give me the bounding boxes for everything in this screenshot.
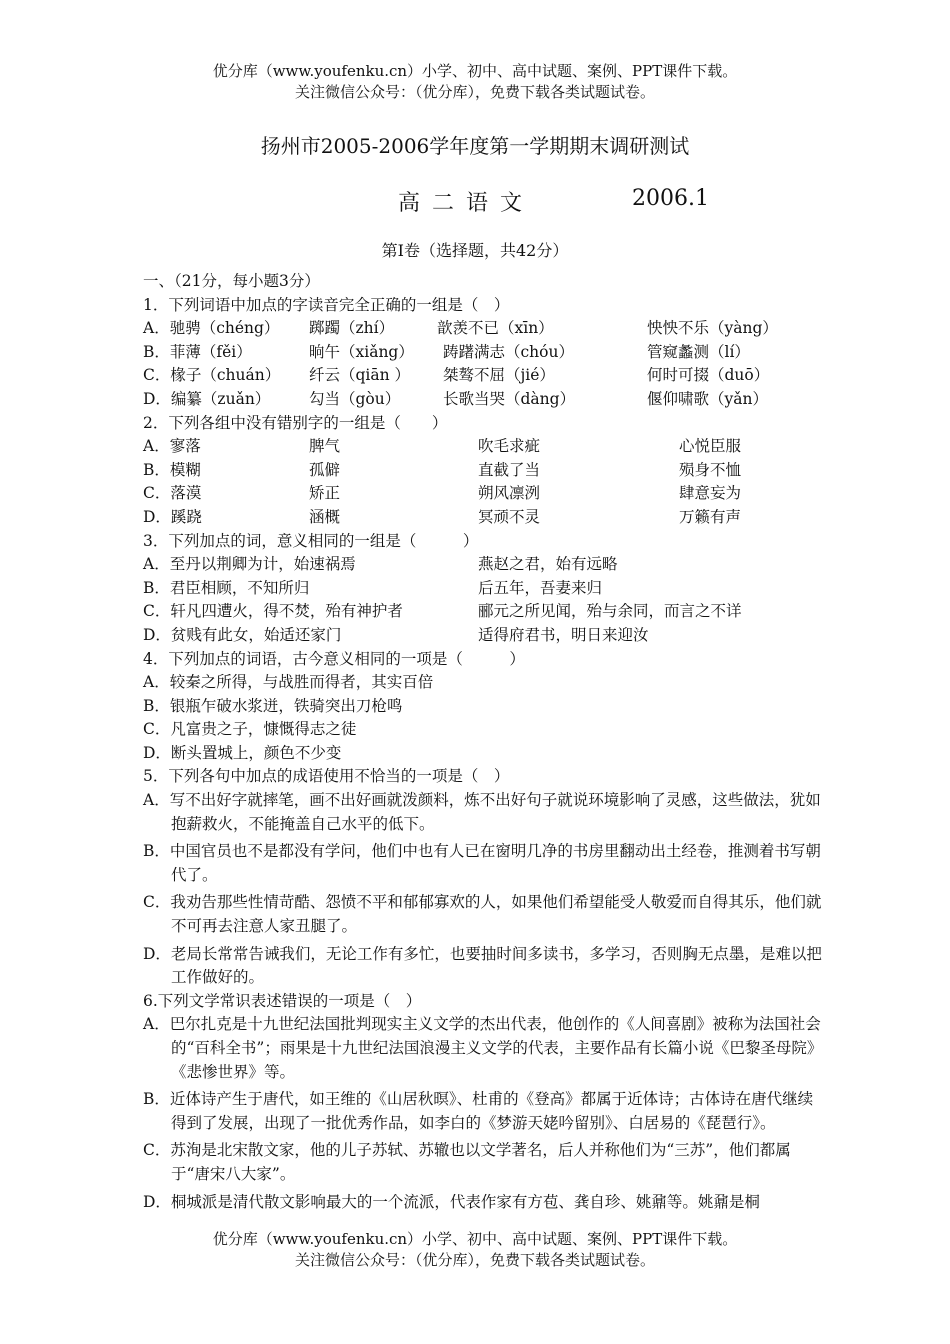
question-2-stem: 2．下列各组中没有错别字的一组是（ ） [143, 413, 448, 432]
question-2-row [143, 459, 823, 483]
question-3-row [143, 553, 823, 577]
question-2-row [143, 506, 823, 530]
question-3-stem: 3．下列加点的词，意义相同的一组是（ ） [143, 531, 479, 550]
section-heading: 一、（21分，每小题3分） [143, 272, 320, 290]
option-cell: B．君臣相顾，不知所归 [143, 578, 310, 597]
option-cell: 涵概 [309, 507, 341, 526]
option-cell: 歆羡不已（xīn） [437, 319, 554, 338]
option-cell: 朔风凛洌 [478, 484, 541, 503]
option-cell: 踯躅（zhí） [309, 319, 395, 338]
header-line-1: 优分库（www.youfenku.cn）小学、初中、高中试题、案例、PPT课件下载。 [212, 62, 738, 80]
option-cell: 纤云（qiān ） [309, 366, 411, 385]
option-cell: 管窥蠡测（lí） [647, 342, 750, 361]
question-3-row [143, 624, 823, 648]
question-1-row [143, 364, 823, 388]
exam-date: 2006.1 [632, 186, 709, 211]
option-cell: 肆意妄为 [679, 484, 742, 503]
question-6-option: C．苏洵是北宋散文家，他的儿子苏轼、苏辙也以文学著名，后人并称他们为“三苏”，他们都属于“唐宋八大家”。 [143, 1141, 791, 1183]
option-cell: 殒身不恤 [679, 460, 742, 479]
question-6-option: A．巴尔扎克是十九世纪法国批判现实主义文学的杰出代表，他创作的《人间喜剧》被称为法国社会的“百科全书”；雨果是十九世纪法国浪漫主义文学的代表，主要作品有长篇小说《巴黎圣母院》《悲惨世界》等。 [143, 1015, 823, 1081]
question-4-option: B．银瓶乍破水浆迸，铁骑突出刀枪鸣 [143, 696, 403, 715]
option-cell: B．菲薄（fěi） [143, 342, 252, 361]
option-cell: 矫正 [309, 484, 341, 503]
footer-line-1: 优分库（www.youfenku.cn）小学、初中、高中试题、案例、PPT课件下载。 [212, 1230, 738, 1248]
option-cell: 何时可掇（duō） [647, 366, 770, 385]
option-cell: 桀骜不屈（jié） [443, 366, 555, 385]
question-6-stem: 6.下列文学常识表述错误的一项是（ ） [143, 991, 422, 1010]
option-cell: A．寥落 [143, 437, 201, 456]
question-3-row [143, 577, 823, 601]
option-cell: 怏怏不乐（yàng） [647, 319, 778, 338]
option-cell: 脾气 [309, 437, 341, 456]
question-5-option: D．老局长常常告诫我们，无论工作有多忙，也要抽时间多读书，多学习，否则胸无点墨，是难以把工作做好的。 [143, 944, 822, 987]
option-cell: 后五年，吾妻来归 [478, 578, 603, 597]
question-6-option: B．近体诗产生于唐代，如王维的《山居秋暝》、杜甫的《登高》都属于近体诗；古体诗在唐代继续得到了发展，出现了一批优秀作品，如李白的《梦游天姥吟留别》、白居易的《琵琶行》。 [143, 1090, 814, 1132]
question-4-option: A．较秦之所得，与战胜而得者，其实百倍 [143, 673, 434, 692]
option-cell: D．编纂（zuǎn） [143, 389, 271, 408]
document-title: 扬州市2005-2006学年度第一学期期末调研测试 [260, 134, 690, 158]
option-cell: 孤僻 [309, 460, 341, 479]
option-cell: A．至丹以荆卿为计，始速祸焉 [143, 555, 356, 574]
question-3-row [143, 600, 823, 624]
question-5-stem: 5．下列各句中加点的成语使用不恰当的一项是（ ） [143, 767, 510, 786]
option-cell: 踌躇满志（chóu） [443, 342, 574, 361]
option-cell: 心悦臣服 [679, 437, 742, 456]
option-cell: 万籁有声 [679, 507, 742, 526]
header-line-2: 关注微信公众号：（优分库），免费下载各类试题试卷。 [294, 83, 655, 101]
option-cell: 偃仰啸歌（yǎn） [647, 389, 768, 408]
option-cell: 燕赵之君，始有远略 [478, 555, 618, 574]
question-4-option: C．凡富贵之子，慷慨得志之徒 [143, 720, 357, 739]
option-cell: D．贫贱有此女，始适还家门 [143, 625, 342, 644]
option-cell: 吹毛求疵 [478, 437, 541, 456]
question-2-row [143, 435, 823, 459]
option-cell: 勾当（gòu） [309, 389, 401, 408]
subject-name: 高二语文 [398, 191, 535, 216]
question-2-row [143, 482, 823, 506]
option-cell: 冥顽不灵 [478, 507, 541, 526]
option-cell: D．蹊跷 [143, 507, 202, 526]
option-cell: C．椽子（chuán） [143, 366, 281, 385]
footer-line-2: 关注微信公众号：（优分库），免费下载各类试题试卷。 [294, 1251, 655, 1269]
option-cell: 长歌当哭（dàng） [443, 389, 576, 408]
question-5-option: B．中国官员也不是都没有学问，他们中也有人已在窗明几净的书房里翻动出土经卷，推测着书写朝代了。 [143, 842, 821, 884]
question-5-option: C．我劝告那些性情苛酷、怨愤不平和郁郁寡欢的人，如果他们希望能受人敬爱而自得其乐，他们就不可再去注意人家丑腿了。 [143, 893, 822, 936]
option-cell: C．落漠 [143, 484, 202, 503]
option-cell: B．模糊 [143, 460, 201, 479]
option-cell: C．轩凡四遭火，得不焚，殆有神护者 [143, 602, 403, 621]
option-cell: 晌午（xiǎng） [309, 342, 414, 361]
part-title: 第Ⅰ卷（选择题，共42分） [381, 241, 569, 260]
question-1-row [143, 388, 823, 412]
option-cell: 郦元之所见闻，殆与余同，而言之不详 [478, 602, 742, 621]
question-4-stem: 4．下列加点的词语，古今意义相同的一项是（ ） [143, 649, 525, 668]
exam-content [143, 270, 823, 1214]
question-6-option: D．桐城派是清代散文影响最大的一个流派，代表作家有方苞、龚自珍、姚鼐等。姚鼐是桐 [143, 1192, 760, 1211]
option-cell: A．驰骋（chéng） [143, 319, 280, 338]
question-1-stem: 1．下列词语中加点的字读音完全正确的一组是（ ） [143, 295, 510, 314]
question-1-row [143, 317, 823, 341]
option-cell: 适得府君书，明日来迎汝 [478, 625, 649, 644]
question-4-option: D．断头置城上，颜色不少变 [143, 743, 342, 762]
question-5-option: A．写不出好字就摔笔，画不出好画就泼颜料，炼不出好句子就说环境影响了灵感，这些做法，犹如抱薪救火，不能掩盖自己水平的低下。 [143, 791, 821, 833]
question-1-row [143, 341, 823, 365]
option-cell: 直截了当 [478, 460, 541, 479]
